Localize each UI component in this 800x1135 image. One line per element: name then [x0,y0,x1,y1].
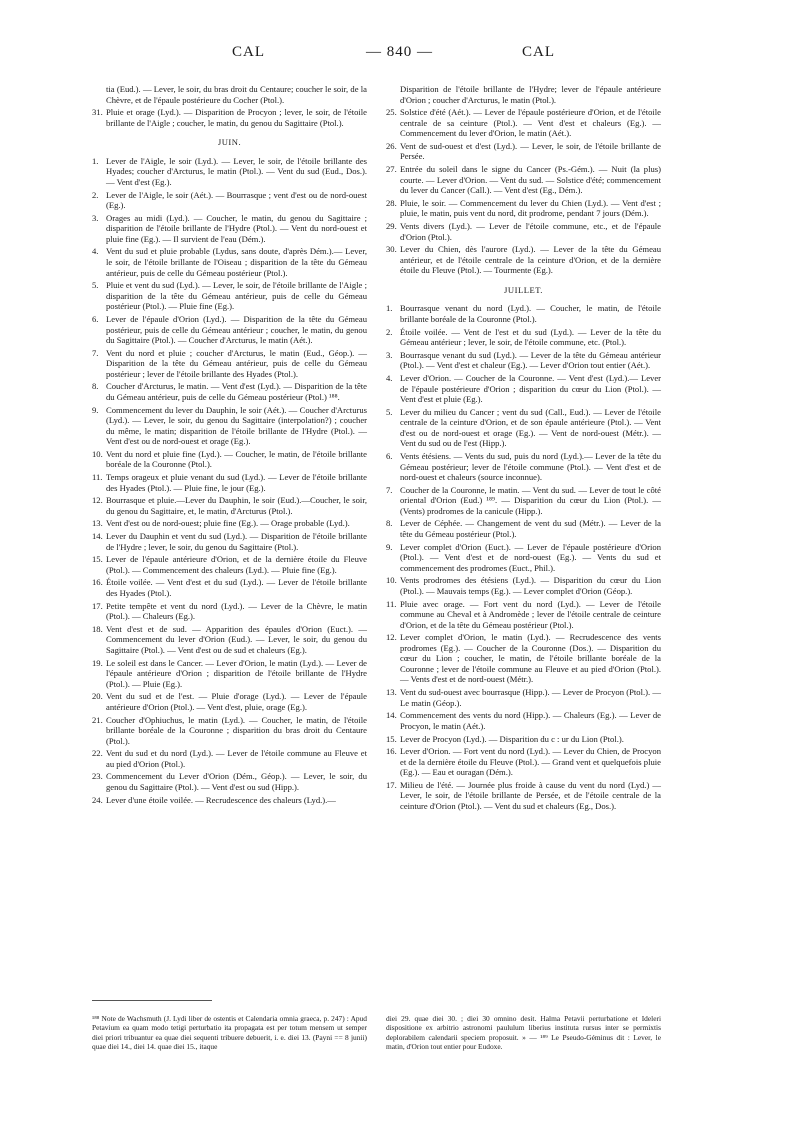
calendar-entry [92,280,367,312]
calendar-entry [386,327,661,348]
entry-day-number: 1. [386,303,393,314]
calendar-entry [386,373,661,405]
calendar-entry [386,303,661,324]
entry-text: Solstice d'été (Aét.). — Lever de l'épaule postérieure d'Orion, et de l'étoile centrale de sa ceinture (Ptol.). — Vent d'est et chaleurs (Eg.). — Commencement du lever d'Orion, le matin (Aét.). [400,107,661,139]
entry-text: Vent du sud et du nord (Lyd.). — Lever de l'étoile commune au Fleuve et au pied d'Orion (Ptol.). [106,748,367,769]
calendar-entry [386,451,661,483]
calendar-entry [386,107,661,139]
calendar-entry [92,577,367,598]
calendar-entry [386,734,661,745]
entry-day-number: 2. [92,189,99,200]
footnote-rule [92,1000,212,1001]
entry-day-number: 18. [92,623,103,634]
entry-text: Vent du sud-ouest avec bourrasque (Hipp.). — Lever de Procyon (Ptol.). — Le matin (Géop.). [400,687,661,708]
entry-day-number: 7. [92,347,99,358]
calendar-entry [386,84,661,105]
entry-text: Lever du Chien, dès l'aurore (Lyd.). — Lever de la tête du Gémeau antérieur, et de l'étoile centrale de la ceinture d'Orion, et de la dernière étoile du Fleuve (Ptol.). — Tourmente (Eg.). [400,244,661,276]
entry-day-number: 15. [92,554,103,565]
entry-text: Vent d'est et de sud. — Apparition des épaules d'Orion (Euct.). — Commencement du lever d'Orion (Eud.). — Lever, le soir, du genou du Sagittaire (Ptol.). — Vent d'est ou de sud et chaleurs (Eg.). [106,623,367,655]
entry-text: Vent de sud-ouest et d'est (Lyd.). — Lever, le soir, de l'étoile brillante de Persée. [400,140,661,162]
entry-text: Lever d'Orion. — Coucher de la Couronne. — Vent d'est (Lyd.).— Lever de l'épaule postérieure d'Orion ; disparition du cœur du Lion (Ptol.). — Vent d'est et pluie (Eg.). [400,372,661,405]
entry-day-number: 12. [92,495,103,506]
entry-text: Bourrasque et pluie.—Lever du Dauphin, le soir (Eud.).—Coucher, le soir, du genou du Sagittaire, et, le matin, d'Arcturus (Ptol.). [106,495,367,516]
entry-text: Lever de Céphée. — Changement de vent du sud (Métr.). — Lever de la tête du Gémeau postérieur (Ptol.). [400,518,661,539]
entry-day-number: 6. [386,450,393,461]
entry-text: Lever d'une étoile voilée. — Recrudescence des chaleurs (Lyd.).— [106,794,336,805]
calendar-entry [386,164,661,196]
entry-text: Étoile voilée. — Vent d'est et du sud (Lyd.). — Lever de l'étoile brillante des Hyades (Ptol.). [106,577,367,599]
calendar-entry [92,472,367,493]
calendar-entry [92,348,367,380]
calendar-entry [92,601,367,622]
entry-day-number: 22. [92,748,103,759]
entry-day-number: 12. [386,632,397,643]
right-column [386,84,661,814]
entry-text: Coucher d'Ophiuchus, le matin (Lyd.). — Coucher, le matin, de l'étoile brillante boréale de la Couronne ; disparition du bras droit du Centaure (Ptol.). [106,714,367,746]
calendar-entry [386,632,661,685]
entry-text: Coucher de la Couronne, le matin. — Vent du sud. — Lever de tout le côté oriental d'Orion (Eud.) ¹⁸⁹. — Disparition du cœur du Lion (Ptol.). — (Vents) prodromes de la canicule (Hipp.). [400,484,661,516]
entry-text: Vent d'est ou de nord-ouest; pluie fine (Eg.). — Orage probable (Lyd.). [106,518,350,529]
entry-day-number: 9. [92,404,99,415]
month-heading-juin: JUIN. [217,137,242,148]
entry-text: Lever du Dauphin et vent du sud (Lyd.). — Disparition de l'étoile brillante de l'Hydre ; lever, le soir, du genou du Sagittaire (Ptol.). [106,531,367,552]
entry-text: Petite tempête et vent du nord (Lyd.). — Lever de la Chèvre, le matin (Ptol.). — Chaleurs (Eg.). [106,600,367,622]
calendar-entry [92,715,367,747]
entry-text: Vent du nord et pluie fine (Lyd.). — Coucher, le matin, de l'étoile brillante boréale de la Couronne (Ptol.). [106,448,367,470]
entry-text: Disparition de l'étoile brillante de l'Hydre; lever de l'épaule antérieure d'Orion ; coucher d'Arcturus, le matin (Ptol.). [400,84,661,105]
entry-text: tia (Eud.). — Lever, le soir, du bras droit du Centaure; coucher le soir, de la Chèvre, et de l'épaule postérieure du Cocher (Ptol.). [106,84,367,105]
entry-day-number: 5. [92,280,99,291]
footnote-left: ¹⁸⁸ Note de Wachsmuth (J. Lydi liber de ostentis et Calendaria omnia graeca, p. 247) : Apud Petavium ea quam modo tetigi perturbatio ita propagata est per totum mensem ut semper diei priori tribuantur ea quae diei sequenti tribuere debuerit, i. e. diei 13. (Payni == 8 junii) quae diei 14., diei 14. quae diei 15., itaque [92,1014,367,1052]
entry-text: Commencement du Lever d'Orion (Dém., Géop.). — Lever, le soir, du genou du Sagittaire (Ptol.). — Vent d'est ou sud (Hipp.). [106,771,367,792]
entry-text: Entrée du soleil dans le signe du Cancer (Ps.-Gém.). — Nuit (la plus) courte. — Lever d'Orion. — Vent du sud. — Solstice d'été; commencement du lever du Cancer (Call.). — Vent d'est (Eg., Dém.). [400,164,661,196]
calendar-entry [92,449,367,470]
calendar-entry [92,156,367,188]
entry-day-number: 3. [92,212,99,223]
entry-day-number: 30. [386,244,397,255]
calendar-entry [386,746,661,778]
entry-day-number: 10. [92,448,103,459]
entry-text: Vent du nord et pluie ; coucher d'Arcturus, le matin (Eud., Géop.). — Disparition de la tête du Gémeau antérieur, puis de celle du Gémeau postérieur ; lever de l'étoile brillante des Hyades (Ptol.). [106,347,367,379]
running-head-right: CAL [522,44,555,60]
calendar-entry [386,599,661,631]
left-entry-list [92,156,367,805]
calendar-entry [386,710,661,731]
entry-text: Pluie et orage (Lyd.). — Disparition de Procyon ; lever, le soir, de l'étoile brillante de l'Aigle ; coucher, le matin, du genou du Sagittaire (Ptol.). [106,107,367,128]
entry-text: Étoile voilée. — Vent de l'est et du sud (Lyd.). — Lever de la tête du Gémeau antérieur ; lever, le soir, de l'étoile commune, etc. (Ptol.). [400,326,661,348]
calendar-entry [92,495,367,516]
calendar-entry [386,244,661,276]
calendar-entry [92,795,367,806]
calendar-entry [386,687,661,708]
entry-day-number: 29. [386,221,397,232]
entry-day-number: 7. [386,484,393,495]
calendar-entry [92,213,367,245]
entry-day-number: 15. [386,733,397,744]
entry-text: Bourrasque venant du nord (Lyd.). — Coucher, le matin, de l'étoile brillante boréale de la Couronne (Ptol.). [400,303,661,324]
entry-text: Lever complet d'Orion (Euct.). — Lever de l'épaule postérieure d'Orion (Ptol.). — Vent d'est et de nord-ouest (Eg.). — Vents du sud et commencement des prodromes (Euct., Phil.). [400,541,661,573]
entry-text: Lever de l'Aigle, le soir (Aét.). — Bourrasque ; vent d'est ou de nord-ouest (Eg.). [106,189,367,211]
entry-text: Vents étésiens. — Vents du sud, puis du nord (Lyd.).— Lever de la tête du Gémeau postérieur; lever de l'étoile commune (Ptol.). — Vent d'est et de nord-ouest et chaleurs (source inconnue). [400,450,661,483]
calendar-entry [386,407,661,449]
entry-day-number: 23. [92,771,103,782]
entry-day-number: 25. [386,107,397,118]
entry-text: Lever de Procyon (Lyd.). — Disparition du c : ur du Lion (Ptol.). [400,733,624,744]
calendar-entry [386,141,661,162]
entry-day-number: 31. [92,107,103,118]
calendar-entry [92,691,367,712]
entry-day-number: 4. [386,372,393,383]
calendar-entry [92,405,367,447]
calendar-entry [92,624,367,656]
entry-day-number: 13. [386,687,397,698]
calendar-entry [92,190,367,211]
calendar-entry [92,771,367,792]
entry-day-number: 20. [92,691,103,702]
calendar-entry [92,531,367,552]
entry-day-number: 3. [386,349,393,360]
entry-text: Vent du sud et pluie probable (Lydus, sans doute, d'après Dém.).— Lever, le soir, de l'étoile brillante de l'Oiseau ; disparition de la tête du Gémeau antérieur, puis de celle du Gémeau postérieur (Ptol.). [106,246,367,278]
entry-day-number: 26. [386,140,397,151]
running-head-left: CAL [232,44,265,60]
entry-text: Orages au midi (Lyd.). — Coucher, le matin, du genou du Sagittaire ; disparition de l'étoile brillante de l'Hydre (Ptol.). — Vent du nord-ouest et pluie fine (Eg.). — Il survient de l'eau (Dém.). [106,212,367,244]
calendar-entry [92,748,367,769]
calendar-entry [92,658,367,690]
entry-day-number: 11. [386,598,397,609]
calendar-entry [92,518,367,529]
entry-day-number: 19. [92,657,103,668]
calendar-entry [386,198,661,219]
calendar-entry [92,554,367,575]
right-entry-list [386,303,661,811]
calendar-entry [386,780,661,812]
entry-text: Temps orageux et pluie venant du sud (Lyd.). — Lever de l'étoile brillante des Hyades (Ptol.). — Pluie fine, le jour (Eg.). [106,472,367,493]
entry-text: Vents divers (Lyd.). — Lever de l'étoile commune, etc., et de l'épaule d'Orion (Ptol.). [400,221,661,242]
right-intro-list [386,84,661,276]
entry-day-number: 6. [92,313,99,324]
footnote-right: diei 29. quae diei 30. ; diei 30 omnino desit. Halma Petavii perturbatione et Ideleri dispositione ex arbitrio astronomi paululum liberius instituta rursus inter se permixtis deplorabilem calendarii speciem proposuit. » — ¹⁸⁹ Le Pseudo-Géminus dit : Lever, le matin, d'Orion tout entier pour Eudoxe. [386,1014,661,1052]
entry-day-number: 5. [386,406,393,417]
entry-text: Commencement du lever du Dauphin, le soir (Aét.). — Coucher d'Arcturus (Lyd.). — Lever, le soir, du genou du Sagittaire (interpolation?) ; coucher du même, le matin; disparition de l'étoile brillante de l'Hydre (Ptol.). — Vent d'est ou de nord-ouest et orage (Eg.). [106,404,367,447]
entry-text: Lever de l'Aigle, le soir (Lyd.). — Lever, le soir, de l'étoile brillante des Hyades; coucher d'Arcturus, le matin (Ptol.). — Vent du sud (Eud., Dos.). — Vent d'est (Eg.). [106,155,367,187]
entry-day-number: 16. [386,746,397,757]
left-intro-list [92,84,367,128]
entry-day-number: 13. [92,518,103,529]
calendar-entry [92,314,367,346]
entry-day-number: 17. [386,779,397,790]
calendar-entry [92,84,367,105]
entry-day-number: 8. [92,381,99,392]
entry-text: Commencement des vents du nord (Hipp.). — Chaleurs (Eg.). — Lever de Procyon, le matin (Aét.). [400,710,661,731]
calendar-entry [386,575,661,596]
entry-text: Vents prodromes des étésiens (Lyd.). — Disparition du cœur du Lion (Ptol.). — Mauvais temps (Eg.). — Lever complet d'Orion (Géop.). [400,575,661,596]
page-number: — 840 — [366,44,433,60]
entry-text: Pluie, le soir. — Commencement du lever du Chien (Lyd.). — Vent d'est ; pluie, le matin, puis vent du nord, dit prodrome, pendant 7 jours (Dém.). [400,197,661,219]
calendar-entry [92,381,367,402]
entry-day-number: 16. [92,577,103,588]
entry-day-number: 8. [386,518,393,529]
calendar-entry [92,107,367,128]
entry-day-number: 1. [92,155,99,166]
entry-text: Vent du sud et de l'est. — Pluie d'orage (Lyd.). — Lever de l'épaule antérieure d'Orion (Ptol.). — Vent d'est, pluie, orage (Eg.). [106,691,367,712]
entry-day-number: 11. [92,472,103,483]
month-heading-juillet: JUILLET. [504,284,543,295]
entry-text: Lever complet d'Orion, le matin (Lyd.). — Recrudescence des vents prodromes (Eg.). — Coucher de la Couronne (Dos.). — Disparition du cœur du Lion ; coucher, le matin, de l'étoile brillante boréale de la Couronne ; lever de l'étoile commune au Fleuve et au pied d'Orion (Ptol.). — Vents d'est et de nord-ouest (Métr.). [400,632,661,685]
entry-text: Lever de l'épaule antérieure d'Orion, et de la dernière étoile du Fleuve (Ptol.). — Commencement des chaleurs (Lyd.). — Pluie fine (Eg.). [106,554,367,575]
entry-day-number: 21. [92,714,103,725]
calendar-entry [92,246,367,278]
calendar-entry [386,221,661,242]
calendar-entry [386,518,661,539]
entry-day-number: 14. [386,710,397,721]
entry-text: Milieu de l'été. — Journée plus froide à cause du vent du nord (Lyd.) — Lever, le soir, de l'étoile brillante de Persée, et de l'étoile centrale de la ceinture d'Orion (Ptol.). — Vent du sud et chaleurs (Eg., Dos.). [400,779,661,811]
entry-text: Bourrasque venant du sud (Lyd.). — Lever de la tête du Gémeau antérieur (Ptol.). — Vent d'est et chaleur (Eg.). — Lever d'Orion tout entier (Aét.). [400,349,661,371]
entry-text: Le soleil est dans le Cancer. — Lever d'Orion, le matin (Lyd.). — Lever de l'épaule antérieure d'Orion ; disparition de l'étoile brillante de l'Hydre (Ptol.). — Pluie (Eg.). [106,657,367,689]
entry-day-number: 17. [92,600,103,611]
calendar-entry [386,542,661,574]
entry-text: Lever d'Orion. — Fort vent du nord (Lyd.). — Lever du Chien, de Procyon et de la dernière étoile du Fleuve (Ptol.). — Grand vent et quelquefois pluie (Eg.). — Eau et ouragan (Dém.). [400,746,661,778]
entry-day-number: 4. [92,246,99,257]
entry-text: Pluie et vent du sud (Lyd.). — Lever, le soir, de l'étoile brillante de l'Aigle ; disparition de la tête du Gémeau antérieur, puis de celle du Gémeau postérieur (Ptol.). — Pluie fine (Eg.). [106,280,367,312]
entry-day-number: 27. [386,164,397,175]
entry-day-number: 2. [386,326,393,337]
entry-text: Pluie avec orage. — Fort vent du nord (Lyd.). — Lever de l'étoile commune au Cheval et à Andromède ; lever de l'étoile centrale de ceinture d'Orion, et de la tête du Gémeau postérieur (Ptol.). [400,598,661,630]
calendar-entry [386,350,661,371]
entry-text: Lever de l'épaule d'Orion (Lyd.). — Disparition de la tête du Gémeau postérieur, puis de celle du Gémeau antérieur ; coucher, le matin, du genou du Sagittaire (Ptol.). — Coucher d'Arcturus, le matin (Aét.). [106,313,367,346]
entry-day-number: 14. [92,531,103,542]
entry-day-number: 28. [386,197,397,208]
entry-text: Coucher d'Arcturus, le matin. — Vent d'est (Lyd.). — Disparition de la tête du Gémeau antérieur, puis de celle du Gémeau postérieur (Ptol.) ¹⁸⁸. [106,381,367,402]
entry-day-number: 10. [386,575,397,586]
entry-day-number: 24. [92,794,103,805]
entry-text: Lever du milieu du Cancer ; vent du sud (Call., Eud.). — Lever de l'étoile centrale de la ceinture d'Orion, et de son épaule antérieure (Ptol.). — Vent d'est ou de nord-ouest et orage (Eg.). — Vent de nord-ouest (Métr.). — Vent du sud ou de l'est (Hipp.). [400,406,661,449]
left-column [92,84,367,807]
calendar-entry [386,485,661,517]
entry-day-number: 9. [386,541,393,552]
